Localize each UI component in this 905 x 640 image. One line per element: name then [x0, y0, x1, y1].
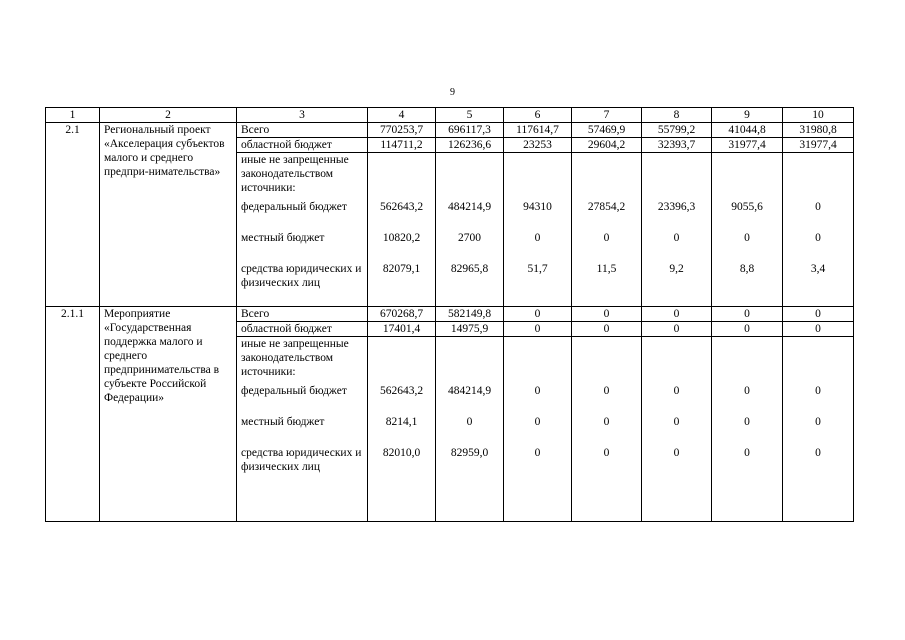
funding-source-label: средства юридических и физических лиц	[237, 262, 368, 307]
value-cell: 670268,7	[368, 307, 436, 322]
value-cell	[642, 337, 712, 385]
funding-source-label: иные не запрещенные законодательством источники:	[237, 337, 368, 385]
page-number: 9	[450, 87, 455, 98]
value-cell: 8,8	[712, 262, 783, 307]
header-cell: 1	[46, 108, 100, 123]
value-cell: 17401,4	[368, 322, 436, 337]
value-cell: 0	[783, 384, 854, 415]
value-cell: 0	[642, 384, 712, 415]
section-name: Мероприятие «Государственная поддержка малого и среднего предпринимательства в субъекте Российской Федерации»	[100, 307, 237, 522]
value-cell: 117614,7	[504, 123, 572, 138]
value-cell: 94310	[504, 200, 572, 231]
header-cell: 6	[504, 108, 572, 123]
funding-source-label: федеральный бюджет	[237, 200, 368, 231]
value-cell: 0	[572, 322, 642, 337]
funding-source-label: Всего	[237, 123, 368, 138]
value-cell: 0	[642, 446, 712, 522]
value-cell	[712, 153, 783, 201]
value-cell	[712, 337, 783, 385]
header-cell: 8	[642, 108, 712, 123]
value-cell: 29604,2	[572, 138, 642, 153]
value-cell: 82959,0	[436, 446, 504, 522]
value-cell: 23396,3	[642, 200, 712, 231]
value-cell: 82010,0	[368, 446, 436, 522]
value-cell: 562643,2	[368, 384, 436, 415]
table-row	[46, 123, 854, 138]
value-cell: 0	[572, 307, 642, 322]
value-cell: 0	[712, 322, 783, 337]
value-cell	[572, 153, 642, 201]
value-cell: 0	[712, 307, 783, 322]
value-cell: 10820,2	[368, 231, 436, 262]
value-cell: 27854,2	[572, 200, 642, 231]
value-cell: 114711,2	[368, 138, 436, 153]
section-name: Региональный проект «Акселерация субъектов малого и среднего предпри-нимательства»	[100, 123, 237, 307]
value-cell: 0	[504, 231, 572, 262]
value-cell	[436, 337, 504, 385]
value-cell: 0	[642, 322, 712, 337]
value-cell	[783, 153, 854, 201]
value-cell: 0	[572, 384, 642, 415]
funding-source-label: иные не запрещенные законодательством источники:	[237, 153, 368, 201]
value-cell	[436, 153, 504, 201]
value-cell: 32393,7	[642, 138, 712, 153]
section-code: 2.1.1	[46, 307, 100, 522]
value-cell: 0	[504, 384, 572, 415]
section-code: 2.1	[46, 123, 100, 307]
budget-table	[45, 107, 854, 522]
value-cell: 9,2	[642, 262, 712, 307]
value-cell: 562643,2	[368, 200, 436, 231]
value-cell: 23253	[504, 138, 572, 153]
value-cell	[783, 337, 854, 385]
value-cell: 41044,8	[712, 123, 783, 138]
value-cell: 0	[436, 415, 504, 446]
value-cell: 696117,3	[436, 123, 504, 138]
value-cell: 0	[504, 446, 572, 522]
value-cell: 11,5	[572, 262, 642, 307]
header-cell: 5	[436, 108, 504, 123]
value-cell: 0	[783, 446, 854, 522]
header-cell: 7	[572, 108, 642, 123]
value-cell: 57469,9	[572, 123, 642, 138]
value-cell: 14975,9	[436, 322, 504, 337]
value-cell: 770253,7	[368, 123, 436, 138]
value-cell: 31980,8	[783, 123, 854, 138]
value-cell: 0	[783, 200, 854, 231]
value-cell	[504, 337, 572, 385]
value-cell	[572, 337, 642, 385]
funding-source-label: федеральный бюджет	[237, 384, 368, 415]
value-cell: 0	[712, 384, 783, 415]
value-cell: 0	[783, 307, 854, 322]
value-cell: 8214,1	[368, 415, 436, 446]
value-cell: 31977,4	[712, 138, 783, 153]
funding-source-label: областной бюджет	[237, 322, 368, 337]
funding-source-label: местный бюджет	[237, 415, 368, 446]
header-cell: 3	[237, 108, 368, 123]
value-cell	[368, 337, 436, 385]
funding-source-label: средства юридических и физических лиц	[237, 446, 368, 522]
value-cell: 484214,9	[436, 200, 504, 231]
value-cell: 0	[572, 446, 642, 522]
value-cell: 51,7	[504, 262, 572, 307]
value-cell: 0	[712, 446, 783, 522]
funding-source-label: Всего	[237, 307, 368, 322]
value-cell: 126236,6	[436, 138, 504, 153]
value-cell: 2700	[436, 231, 504, 262]
value-cell	[368, 153, 436, 201]
value-cell: 0	[572, 415, 642, 446]
header-row	[46, 108, 854, 123]
table-row	[46, 307, 854, 322]
table-body	[46, 108, 854, 522]
value-cell: 0	[783, 231, 854, 262]
funding-source-label: областной бюджет	[237, 138, 368, 153]
value-cell: 0	[504, 415, 572, 446]
value-cell: 0	[642, 415, 712, 446]
value-cell: 0	[504, 307, 572, 322]
value-cell: 3,4	[783, 262, 854, 307]
value-cell	[504, 153, 572, 201]
value-cell: 9055,6	[712, 200, 783, 231]
funding-source-label: местный бюджет	[237, 231, 368, 262]
header-cell: 4	[368, 108, 436, 123]
value-cell: 55799,2	[642, 123, 712, 138]
value-cell	[642, 153, 712, 201]
header-cell: 10	[783, 108, 854, 123]
value-cell: 82079,1	[368, 262, 436, 307]
value-cell: 0	[712, 415, 783, 446]
value-cell: 82965,8	[436, 262, 504, 307]
value-cell: 0	[712, 231, 783, 262]
value-cell: 0	[642, 307, 712, 322]
value-cell: 0	[783, 415, 854, 446]
value-cell: 0	[642, 231, 712, 262]
value-cell: 484214,9	[436, 384, 504, 415]
header-cell: 2	[100, 108, 237, 123]
value-cell: 0	[783, 322, 854, 337]
value-cell: 0	[504, 322, 572, 337]
value-cell: 0	[572, 231, 642, 262]
value-cell: 31977,4	[783, 138, 854, 153]
value-cell: 582149,8	[436, 307, 504, 322]
header-cell: 9	[712, 108, 783, 123]
